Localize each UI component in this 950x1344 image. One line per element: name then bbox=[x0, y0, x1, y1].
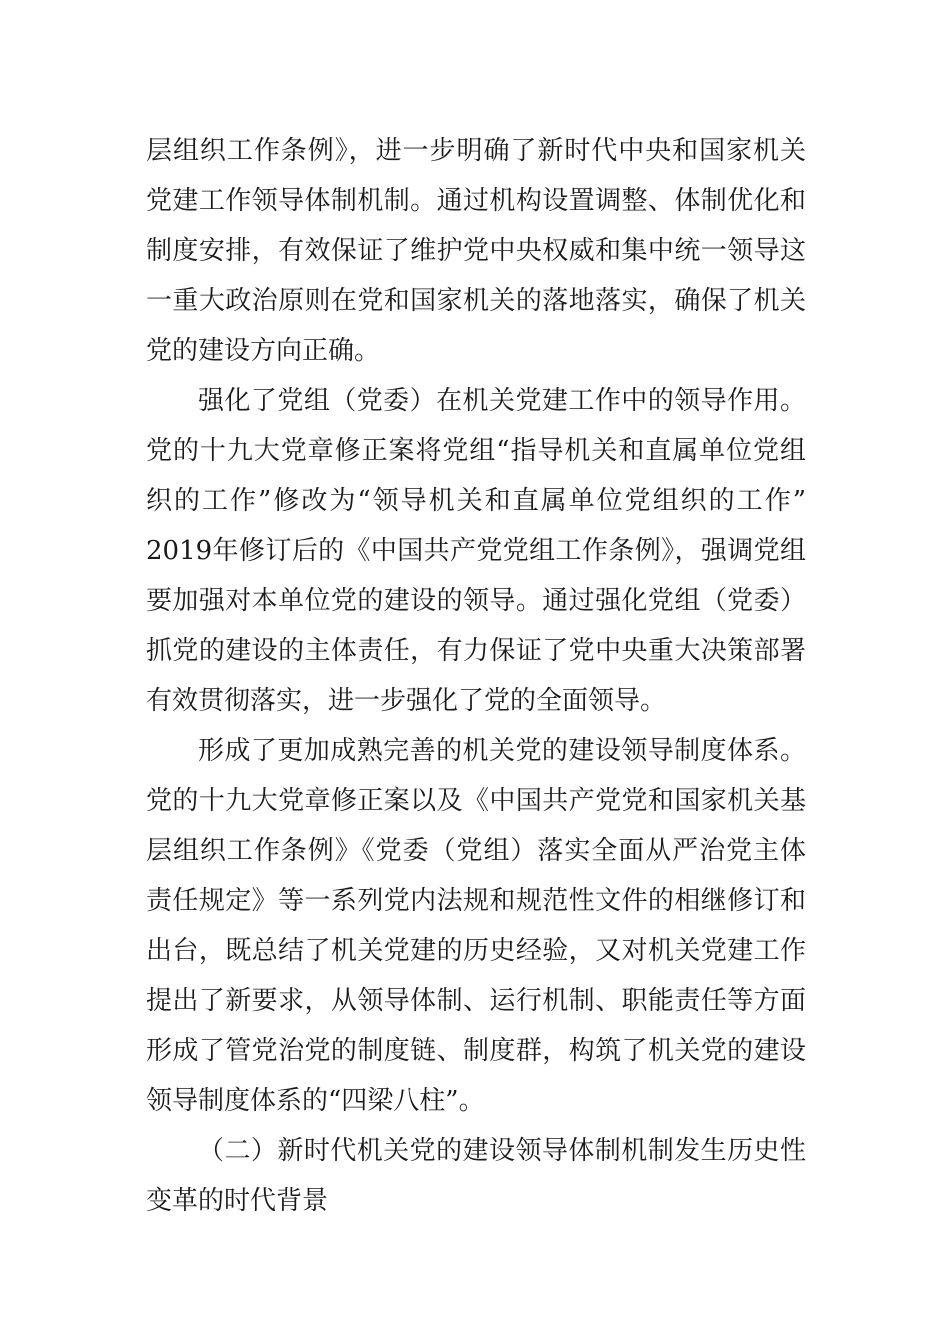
text-line: 出台，既总结了机关党建的历史经验，又对机关党建工作 bbox=[146, 936, 806, 966]
text-line: 织的工作”修改为“领导机关和直属单位党组织的工作” bbox=[146, 486, 806, 516]
text-line: 形成了管党治党的制度链、制度群，构筑了机关党的建设 bbox=[146, 1036, 806, 1066]
section-heading-line: 变革的时代背景 bbox=[146, 1186, 329, 1216]
text-line: 2019年修订后的《中国共产党党组工作条例》，强调党组 bbox=[146, 536, 806, 566]
text-line: 制度安排，有效保证了维护党中央权威和集中统一领导这 bbox=[146, 236, 806, 266]
text-line: 提出了新要求，从领导体制、运行机制、职能责任等方面 bbox=[146, 986, 806, 1016]
text-line: 一重大政治原则在党和国家机关的落地落实，确保了机关 bbox=[146, 286, 806, 316]
text-line: 党的建设方向正确。 bbox=[146, 336, 381, 366]
text-line: 层组织工作条例》《党委（党组）落实全面从严治党主体 bbox=[146, 836, 806, 866]
paragraph-first-line: 强化了党组（党委）在机关党建工作中的领导作用。 bbox=[198, 386, 806, 416]
text-line: 党的十九大党章修正案以及《中国共产党党和国家机关基 bbox=[146, 786, 806, 816]
text-line: 党建工作领导体制机制。通过机构设置调整、体制优化和 bbox=[146, 186, 806, 216]
text-line: 党的十九大党章修正案将党组“指导机关和直属单位党组 bbox=[146, 436, 806, 466]
text-line: 要加强对本单位党的建设的领导。通过强化党组（党委） bbox=[146, 586, 806, 616]
text-line: 责任规定》等一系列党内法规和规范性文件的相继修订和 bbox=[146, 886, 806, 916]
text-line: 抓党的建设的主体责任，有力保证了党中央重大决策部署 bbox=[146, 636, 806, 666]
text-line: 有效贯彻落实，进一步强化了党的全面领导。 bbox=[146, 686, 667, 716]
text-line: 领导制度体系的“四梁八柱”。 bbox=[146, 1086, 485, 1116]
text-line: 层组织工作条例》，进一步明确了新时代中央和国家机关 bbox=[146, 136, 806, 166]
section-heading-line: （二）新时代机关党的建设领导体制机制发生历史性 bbox=[198, 1136, 806, 1166]
paragraph-first-line: 形成了更加成熟完善的机关党的建设领导制度体系。 bbox=[198, 736, 806, 766]
